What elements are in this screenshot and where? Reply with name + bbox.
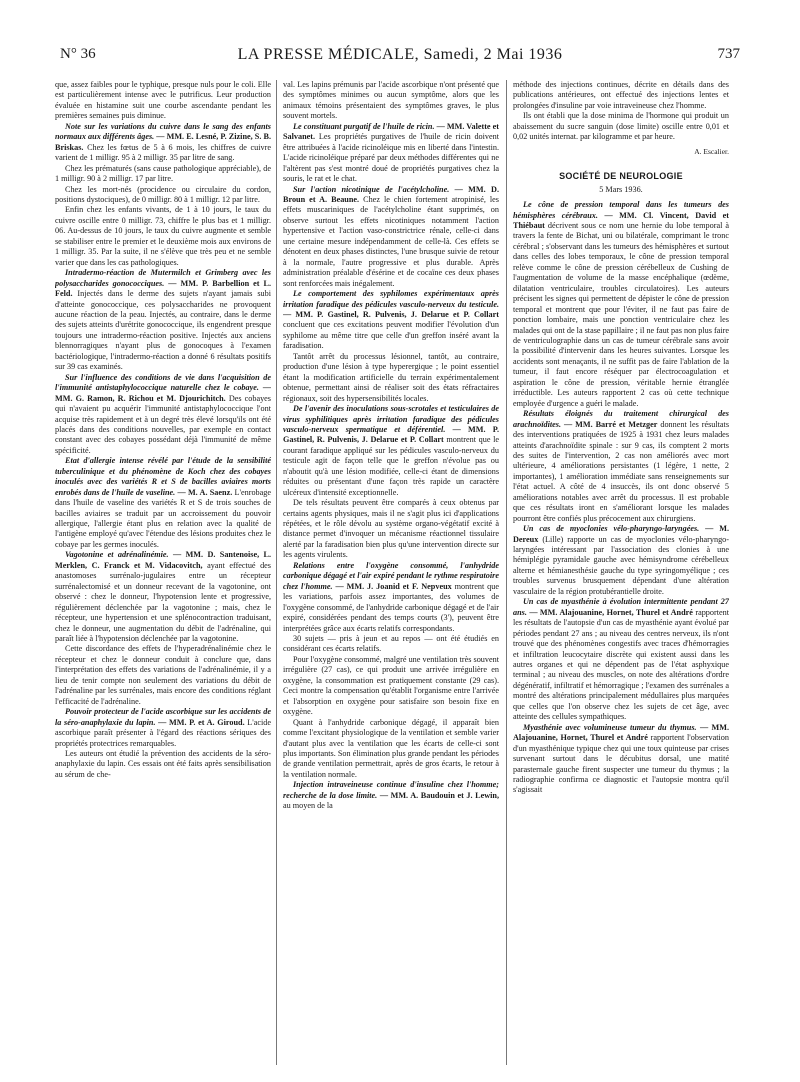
column-rule bbox=[506, 80, 507, 1065]
text-paragraph bbox=[283, 634, 499, 655]
abstract-paragraph bbox=[513, 200, 729, 409]
paragraph-text: décrivent sous ce nom une hernie du lobe temporal à travers la fente de Bichat, uni ou bilatérale, comprimant le tronc cérébral ; s'observant dans les tumeurs des hémisphères et surtout dans celles des lobes temporaux, le cône de pression temporal relève comme le cône de pression cérébelleux de Cushing de l'augmentation de volume de la masse encéphalique (œdème, dilatation ventriculaire, troubles circulatoires). Les auteurs précisent les signes qui permettent de dépister le cône de pression temporal et montrent que pour l'éviter, il ne faut pas faire de ponction lombaire, mais une ponction ventriculaire chez les malades qui ont de la stase papillaire ; il ne faut pas non plus faire de ventriculographie dans un cas de tumeur cérébrale sans avoir la possibilité d'intervenir dans les heures suivantes. Lorsque les accidents sont menaçants, il ne suffit pas de faire l'ablation de la tumeur, il faut encore réséquer par électrocoagulation et aspiration le cône de pression, véritable hernie étranglée irréductible. Les auteurs rapportent 2 cas où cette technique employée d'urgence a guéri le malade. bbox=[513, 220, 729, 408]
abstract-authors: — MM. E. Lesné, P. Zizine, S. B. Briskas. bbox=[55, 132, 271, 152]
text-paragraph bbox=[55, 164, 271, 185]
paragraph-text: 30 sujets — pris à jeun et au repos — ont été étudiés en considérant ces écarts relatifs. bbox=[283, 634, 499, 654]
abstract-title: Etat d'allergie intense révélé par l'étude de la sensibilité tuberculinique et du phénomène de Koch chez des cobayes inoculés avec des variétés R et S de bacilles aviaires morts enrobés dans de l'huile de vaseline. bbox=[55, 456, 271, 497]
paragraph-text: au moyen de la bbox=[283, 801, 333, 811]
abstract-title: Le cône de pression temporal dans les tumeurs des hémisphères cérébraux. bbox=[513, 200, 729, 220]
paragraph-text: Chez le chien fortement atropinisé, les effets muscariniques de l'acétylcholine étant supprimés, on observe surtout les effets nicotiniques notamment l'action hypertensive et l'action vaso-constrictrice rénale, celle-ci dans une certaine mesure indépendamment de celle-là. Ces effets se dénotent en deux phases distinctes, l'une brusque suivie de retour à la normale, l'autre progressive et plus durable. Après administration préalable d'ésérine et de cocaïne ces deux phases sont renforcées mais inégalement. bbox=[283, 194, 499, 288]
paragraph-text: Cette discordance des effets de l'hyperadrénalinémie chez le récepteur et chez le donneur conduit à conclure que, dans l'interprétation des effets des variations de l'adrénalinémie, il y a lieu de tenir compte non seulement des variations du débit de l'adrénaline par les surrénales, mais encore des conditions réglant l'efficacité de l'adrénaline. bbox=[55, 644, 271, 706]
abstract-paragraph bbox=[283, 404, 499, 498]
abstract-title: Un cas de myasthénie à évolution intermittente pendant 27 ans. bbox=[513, 597, 729, 617]
text-paragraph bbox=[55, 185, 271, 206]
paragraph-text: montrent que les variations, parfois assez importantes, des volumes de l'oxygène consommé, de l'anhydride carbonique dégagé et de l'air expiré, considérées pendant des temps courts (3'), peuvent être interprétées grâce aux écarts relatifs correspondants. bbox=[283, 581, 499, 633]
abstract-authors: — MM. P. Gastinel, R. Pulvenis, J. Delarue et P. Collart bbox=[283, 424, 499, 445]
abstract-title: Pouvoir protecteur de l'acide ascorbique sur les accidents de la séro-anaphylaxie du lapin. bbox=[55, 707, 271, 727]
column-right bbox=[513, 80, 729, 1065]
abstract-paragraph bbox=[55, 707, 271, 749]
text-paragraph bbox=[283, 80, 499, 122]
abstract-title: Sur l'action nicotinique de l'acétylcholine. bbox=[293, 184, 450, 194]
abstract-authors: — MM. Alajouanine, Hornet, Thurel et André bbox=[513, 722, 729, 743]
abstract-authors: — M. A. Saenz. bbox=[177, 487, 233, 497]
abstract-paragraph bbox=[55, 122, 271, 164]
abstract-paragraph bbox=[513, 597, 729, 722]
paragraph-text: Chez les prématurés (sans cause pathologique appréciable), de 1 milligr. 90 à 2 milligr. 17 par litre. bbox=[55, 163, 271, 184]
abstract-paragraph bbox=[283, 122, 499, 185]
abstract-authors: — MM. Cl. Vincent, David et Thiébaut bbox=[513, 210, 729, 230]
abstract-authors: — MM. P. et A. Giroud. bbox=[158, 717, 245, 727]
text-paragraph bbox=[513, 111, 729, 142]
abstract-authors: — MM. D. Broun et A. Beaune. bbox=[283, 184, 499, 204]
paragraph-text: Pour l'oxygène consommé, malgré une ventilation très souvent irrégulière (27 cas), ce qui produit une arrivée irrégulière en oxygène, la consommation est pratiquement constante (29 cas). Ceci montre la compensation qu'établit l'organisme entre l'arrivée et l'absorption en oxygène pour satisfaire son besoin fixe en oxygène. bbox=[283, 654, 499, 717]
signature: A. Escalier. bbox=[694, 146, 729, 156]
abstract-title: Le constituant purgatif de l'huile de ricin. bbox=[293, 121, 435, 131]
paragraph-text: ayant effectué des anastomoses surrénalo-jugulaires entre un récepteur surrénalectomisé et un donneur recevant de la vagotonine, ont observé : chez le donneur, l'hypotension lente et progressive, régulièrement déclenchée par la vagotonine ; mais, chez le récepteur, une hypertension et une splénocontraction traduisant, chez le donneur, une augmentation du débit de l'adrénaline, qui paraît liée à l'hypotension déclenchée par la vagotonine. bbox=[55, 560, 271, 644]
paragraph-text: L'enrobage dans l'huile de vaseline des variétés R et S de trois souches de bacilles aviaires se traduit par un accroissement du pouvoir allergique, l'allergie étant plus en relation avec la qualité de l'antigène employé qu'avec l'étendue des lésions produites chez le cobaye par les germes inoculés. bbox=[55, 487, 271, 549]
text-paragraph bbox=[55, 749, 271, 780]
paragraph-text: val. Les lapins prémunis par l'acide ascorbique n'ont présenté que des symptômes minimes ou aucun symptôme, alors que les animaux témoins présentaient des symptômes graves, le plus souvent mortels. bbox=[283, 80, 499, 121]
abstract-title: Injection intraveineuse continue d'insuline chez l'homme; recherche de la dose limite. bbox=[283, 780, 499, 800]
paragraph-text: que, assez faibles pour le typhique, presque nuls pour le coli. Elle est particulièrement intense avec le putrificus. Leur production évaluée en histamine suit une courbe ascendante pendant les premières semaines puis diminue. bbox=[55, 80, 271, 121]
abstract-paragraph bbox=[283, 289, 499, 352]
paragraph-text: Des cobayes qui n'avaient pu acquérir l'immunité antistaphylococcique l'ont acquise très rapidement et à un degré très élevé lorsqu'ils ont été placés dans des conditions nouvelles, par exemple en contact constant avec des cobayes possédant déjà l'immunité de même spécificité. bbox=[55, 393, 271, 455]
abstract-paragraph bbox=[55, 550, 271, 644]
abstract-title: Myasthénie avec volumineuse tumeur du thymus. bbox=[523, 722, 697, 732]
paragraph-text: donnent les résultats des interventions pratiquées de 1925 à 1931 chez leurs malades atteints d'arachnoïdite spinale : sur 9 cas, ils comptent 2 morts des suites de l'intervention, 2 cas non améliorés avec mort ultérieure, 4 améliorations persistantes (1 légère, 1 nette, 2 importantes), 1 amélioration immédiate sans renseignements sur l'état actuel. A côté de 4 insuccès, ils ont donc observé 5 améliorations notables avec arrêt du processus. Il est probable que ces résultats iront en s'améliorant lorsque les malades pourront être confiés plus précocement aux chirurgiens. bbox=[513, 419, 729, 523]
paragraph-text: Quant à l'anhydride carbonique dégagé, il apparaît bien comme l'excitant physiologique de la ventilation et semble varier d'autant plus avec la ventilation que les écarts de celle-ci sont plus importants. Son élimination plus grande pendant les périodes de grande ventilation permettrait, après de gros écarts, le retour à la ventilation normale. bbox=[283, 717, 499, 779]
abstract-paragraph bbox=[55, 373, 271, 457]
abstract-authors: — MM. G. Ramon, R. Richou et M. Djourichitch. bbox=[55, 383, 271, 403]
abstract-paragraph bbox=[513, 409, 729, 524]
paragraph-text: Injectés dans le derme des sujets n'ayant jamais subi d'atteinte gonococcique, ces polysaccharides ne provoquent aucune réaction de la peau. Injectés, au contraire, dans le derme des sujets atteints d'urétrite gonococcique, ils engendrent presque toujours une intradermo-réaction positive. Injectés aux anciens blennorragiques n'ayant plus de gonocoques à l'examen bactériologique, l'intradermo-réaction a donné 6 résultats positifs sur 39 cas examinés. bbox=[55, 289, 271, 372]
paragraph-text: montrent que le courant faradique appliqué sur les pédicules vasculo-nerveux du testicule agit de façon telle que le greffon n'évolue pas ou n'aboutit qu'à une lésion modifiée, celle-ci étant de dimensions réduites ou présentant d'une façon très rapide un caractère ulcéreux d'intensité exceptionnelle. bbox=[283, 435, 499, 497]
abstract-authors: — MM. P. Barbellion et L. Feld. bbox=[55, 278, 271, 299]
abstract-title: Un cas de myoclonies vélo-pharyngo-laryngées. bbox=[523, 524, 700, 534]
abstract-paragraph bbox=[513, 723, 729, 796]
abstract-title: Vagotonine et adrénalinémie. bbox=[65, 550, 169, 560]
paragraph-text: Les propriétés purgatives de l'huile de ricin doivent être attribuées à l'acide ricinoléique mis en liberté dans l'intestin. L'acide ricinoléique préparé par deux méthodes différentes qui ne l'altèrent pas s'est montré doué de propriétés purgatives chez la souris, le rat et le chat. bbox=[283, 132, 499, 184]
abstract-title: Le comportement des syphilomes expérimentaux après irritation faradique des pédicules vasculo-nerveux du testicule. bbox=[283, 289, 499, 309]
abstract-title: Sur l'influence des conditions de vie dans l'acquisition de l'immunité antistaphylococcique naturelle chez le cobaye. bbox=[55, 372, 271, 393]
abstract-paragraph bbox=[55, 268, 271, 373]
abstract-authors: — MM. D. Santenoise, L. Merklen, C. Franck et M. Vidacovitch, bbox=[55, 550, 271, 570]
abstract-authors: — MM. Barré et Metzger bbox=[563, 419, 658, 429]
issue-number: N° 36 bbox=[60, 46, 96, 62]
section-date: 5 Mars 1936. bbox=[599, 184, 643, 194]
column-rule bbox=[276, 80, 277, 1065]
abstract-title: Relations entre l'oxygène consommé, l'anhydride carbonique dégagé et l'air expiré pendant le rythme respiratoire chez l'homme. bbox=[283, 560, 499, 591]
abstract-title: Intradermo-réaction de Mutermilch et Grimberg avec les polysaccharides gonococciques. bbox=[55, 268, 271, 288]
page-number: 737 bbox=[717, 46, 740, 62]
text-paragraph bbox=[55, 644, 271, 707]
abstract-authors: — MM. J. Joanid et F. Nepveux bbox=[335, 581, 452, 591]
abstract-authors: — MM. A. Baudouin et J. Lewin, bbox=[379, 790, 499, 800]
text-paragraph bbox=[283, 352, 499, 404]
abstract-authors: — MM. Valette et Salvanet. bbox=[283, 121, 499, 142]
paragraph-text: Les auteurs ont étudié la prévention des accidents de la séro-anaphylaxie du lapin. Ces essais ont été faits après sensibilisation au sérum de che- bbox=[55, 749, 271, 779]
paragraph-text: rapportent l'observation d'un myasthénique typique chez qui une toux quinteuse par crises survenant surtout dans le décubitus dorsal, une matité parasternale gauche firent suspecter une tumeur du thymus ; la radiographie confirma ce diagnostic et l'autopsie montra qu'il s'agissait bbox=[513, 733, 729, 795]
text-paragraph bbox=[283, 655, 499, 718]
paragraph-text: concluent que ces excitations peuvent modifier l'évolution d'un syphilome au même titre que celle d'un greffon inséré avant la faradisation. bbox=[283, 320, 499, 351]
text-paragraph bbox=[55, 205, 271, 268]
abstract-paragraph bbox=[513, 524, 729, 597]
page-header bbox=[60, 42, 740, 64]
abstract-title: De l'avenir des inoculations sous-scrotales et testiculaires de virus syphilitiques après irritation faradique des pédicules vasculo-nerveux spermatique et déférentiel. bbox=[283, 404, 499, 434]
abstract-paragraph bbox=[283, 780, 499, 811]
text-paragraph bbox=[283, 718, 499, 781]
text-paragraph bbox=[513, 80, 729, 111]
paragraph-text: L'acide ascorbique paraît présenter à l'égard des réactions sériques des propriétés protectrices remarquables. bbox=[55, 717, 271, 748]
abstract-title: Note sur les variations du cuivre dans le sang des enfants normaux aux différents âges. bbox=[55, 121, 271, 142]
journal-title: LA PRESSE MÉDICALE, Samedi, 2 Mai 1936 bbox=[237, 46, 563, 63]
abstract-paragraph bbox=[283, 185, 499, 290]
abstract-authors: — MM. Alajouanine, Hornet, Thurel et André bbox=[529, 607, 693, 617]
text-paragraph bbox=[55, 80, 271, 122]
column-middle bbox=[283, 80, 499, 1065]
paragraph-text: Ils ont établi que la dose minima de l'hormone qui produit un abaissement du sucre sanguin (dose limite) oscille entre 0,01 et 0,02 unités internat. par kilogramme et par heure. bbox=[513, 111, 729, 142]
text-paragraph bbox=[283, 498, 499, 561]
paragraph-text: Chez les mort-nés (procidence ou circulaire du cordon, positions dystociques), de 0 milligr. 80 à 1 milligr. 12 par litre. bbox=[55, 184, 271, 204]
paragraph-text: méthode des injections continues, décrite en détails dans des publications antérieures, ont effectué des injections lentes et prolongées d'insuline par voie intraveineuse chez l'homme. bbox=[513, 80, 729, 110]
paragraph-text: Chez les fœtus de 5 à 6 mois, les chiffres de cuivre varient de 1 milligr. 95 à 2 milligr. 35 par litre de sang. bbox=[55, 142, 271, 163]
abstract-authors: — MM. P. Gastinel, R. Pulvenis, J. Delarue et P. Collart bbox=[283, 309, 499, 319]
paragraph-text: rapportent les résultats de l'autopsie d'un cas de myasthénie ayant évolué par périodes pendant 27 ans ; au niveau des centres nerveux, ils n'ont trouvé que des phénomènes congestifs avec traces d'hémorragies et infiltration leucocytaire discrète qui existent aussi dans les autres organes et qui ne dépendent pas de l'état asphyxique terminal ; au niveau des muscles, on note des altérations d'ordre dégénératif, infiltratif et hémorragique ; l'examen des surrénales a montré des altérations principalement médullaires plus marquées que celles que l'on observe chez les sujets de cet âge, avec atteinte des cellules sympathiques. bbox=[513, 607, 729, 722]
abstract-authors: — M. Dereux bbox=[513, 524, 729, 544]
paragraph-text: Tantôt arrêt du processus lésionnel, tantôt, au contraire, production d'une lésion à type hyperergique ; le point essentiel étant la modification artificielle du terrain expérimentalement obtenue, permettant ainsi de réaliser soit des états réfractaires régionaux, soit des hypersensibilités locales. bbox=[283, 351, 499, 403]
column-left bbox=[55, 80, 271, 1065]
paragraph-text: Enfin chez les enfants vivants, de 1 à 10 jours, le taux du cuivre oscille entre 0 milligr. 73, chiffre le plus bas et 1 milligr. 06. Au-dessus de 10 jours, le taux du cuivre augmente et semble se stabiliser entre le premier et le deuxième mois aux environs de 1 milligr. 35. Par la suite, il ne s'élève que très peu et ne semble varier que dans les cas pathologiques. bbox=[55, 205, 271, 267]
abstract-paragraph bbox=[283, 561, 499, 634]
abstract-title: Résultats éloignés du traitement chirurgical des arachnoïdites. bbox=[513, 409, 729, 429]
section-heading: SOCIÉTÉ DE NEUROLOGIE bbox=[559, 171, 683, 182]
paragraph-text: De tels résultats peuvent être comparés à ceux obtenus par certains agents physiques, mais il ne s'agit plus ici d'applications répétées, et le rôle dévolu au système organo-végétatif excité à distance permet d'invoquer un mécanisme réactionnel tissulaire alerté par la faradisation bien plus qu'une intervention directe sur les agents virulents. bbox=[283, 498, 499, 560]
paragraph-text: (Lille) rapporte un cas de myoclonies vélo-pharyngo-laryngées intéressant par l'association des clonies à une hémiplégie pyramidale gauche avec hémisyndrome cérébelleux alterne et hémianesthésie gauche du type syringomyélique ; ces troubles survenus brusquement dépendant d'une altération vasculaire de la région protubérantielle droite. bbox=[513, 534, 729, 596]
abstract-paragraph bbox=[55, 456, 271, 550]
